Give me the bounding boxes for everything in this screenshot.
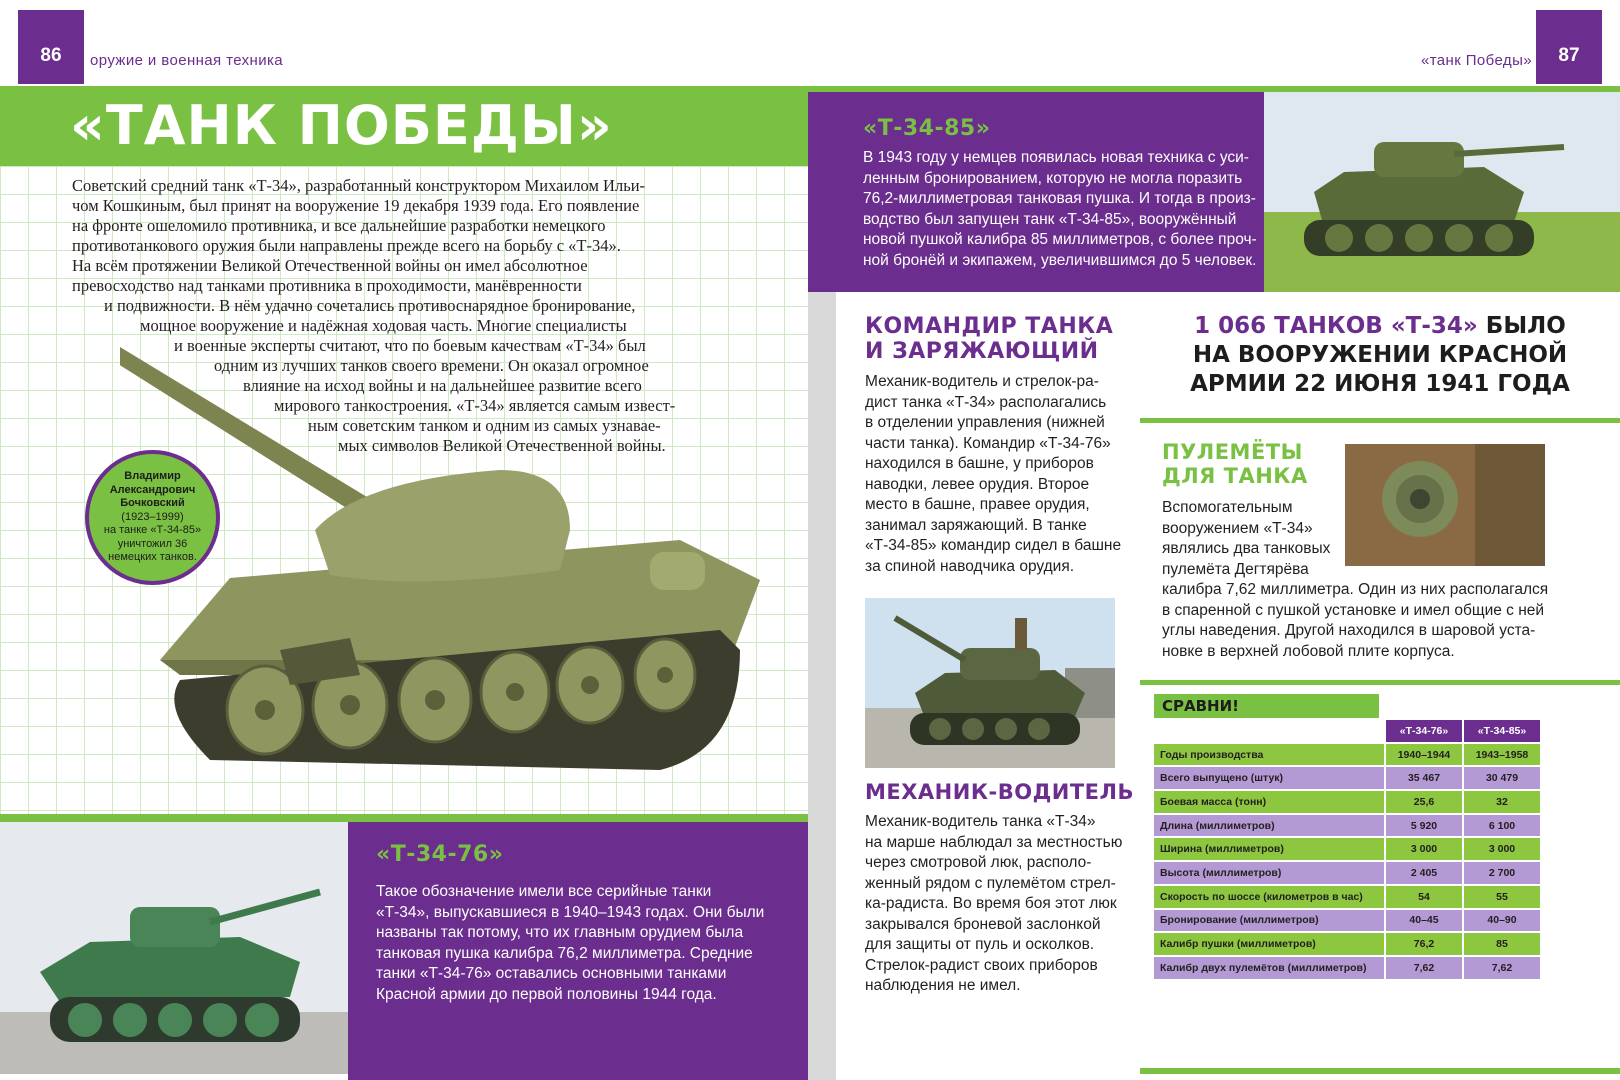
fact-block: 1 066 ТАНКОВ «Т-34» БЫЛО НА ВООРУЖЕНИИ КРАСНОЙ АРМИИ 22 ИЮНЯ 1941 ГОДА [1190,313,1570,397]
t34-85-title: «Т-34-85» [863,116,991,141]
t34-85-photo [1264,92,1620,292]
commander-text: Механик-водитель и стрелок-ра- дист танка «Т-34» располагались в отделении управления (нижней части танка). Командир «Т-34-76» находился в башне, у приборов наводки, левее орудия. Второе место в башне, правее орудия, занимал заряжающий. В танке «Т-34-85» командир сидел в башне за спиной наводчика орудия. [865,373,1122,575]
left-running-head: оружие и военная техника [90,52,284,69]
driver-text: Механик-водитель танка «Т-34» на марше наблюдал за местностью через смотровой люк, располо- женный рядом с пулемётом стрел- ка-радиста. Во время боя этот люк закрывался броневой заслонкой для защиты от пуль и осколков. Стрелок-радист своих приборов наблюдения не имел. [865,813,1123,994]
machine-guns-text-wide: калибра 7,62 миллиметра. Один из них располагался в спаренной с пушкой установке и имел общие с ней углы наведения. Другой находился в шаровой уста- новке в верхней лобовой плите корпуса. [1162,581,1549,660]
table-row: Всего выпущено (штук) 35 467 30 479 [1154,767,1540,789]
column-header: «Т-34-76» [1386,720,1462,742]
right-running-head: «танк Победы» [1420,52,1532,69]
crew-photo [865,598,1115,768]
intro-text: Советский средний танк «Т-34», разработанный конструктором Михаилом Ильи- чом Кошкиным, был принят на вооружение 19 декабря 1939 года. Его появление на фронте ошеломило противника, и все дальнейшие разработки немецкого противотанкового оружия были направлены прежде всего на борьбу с «Т-34». На всём протяжении Великой Отечественной войны он имел абсолютное превосходство над танками противника в проходимости, манёвренности и подвижности. В нём удачно сочетались противоснарядное бронирование, мощное вооружение и надёжная ходовая часть. Многие специалисты и военные эксперты считают, что по боевым качествам «Т-34» был одним из лучших танков своего времени. Он оказал огромное влияние на исход войны и на дальнейшее развитие всего мирового танкостроения. «Т-34» является самым извест- ным советским танком и одним из самых узнавае- мых символов Великой Отечественной войны. [72,176,676,455]
t34-76-panel [348,822,808,1080]
commander-badge: Владимир Александрович Бочковский (1923–1999) на танке «Т-34-85» уничтожил 36 немецких танков. [85,450,220,585]
bottom-green-rule [1140,1068,1620,1074]
table-row: Годы производства 1940–1944 1943–1958 [1154,744,1540,766]
table-row: Длина (миллиметров) 5 920 6 100 [1154,815,1540,837]
left-page-number: 86 [18,10,84,84]
machine-guns-text-narrow: Вспомогательным вооружением «Т-34» являлись два танковых пулемёта Дегтярёва [1162,499,1331,578]
column-header: «Т-34-85» [1464,720,1540,742]
table-row: Боевая масса (тонн) 25,6 32 [1154,791,1540,813]
table-row: Бронирование (миллиметров) 40–45 40–90 [1154,910,1540,932]
t34-85-text: В 1943 году у немцев появилась новая техника с уси- ленным бронированием, которую не могла поразить 76,2-миллиметровая танковая пушка. И тогда в произ- водство был запущен танк «Т-34-85», вооружённый новой пушкой калибра 85 миллиметров, с более проч- ной бронёй и экипажем, увеличившимся до 5 человек. [863,149,1257,269]
t34-76-text: Такое обозначение имели все серийные танки «Т-34», выпускавшиеся в 1940–1943 годах. Они были названы так потому, что их главным орудием была танковая пушка калибра 76,2 миллиметра. Средние танки «Т-34-76» оставались основными танками Красной армии до первой половины 1944 года. [376,883,765,1003]
compare-title: СРАВНИ! [1154,694,1379,718]
table-row: Калибр двух пулемётов (миллиметров) 7,62 7,62 [1154,957,1540,979]
right-page-number: 87 [1536,10,1602,84]
table-row: Высота (миллиметров) 2 405 2 700 [1154,862,1540,884]
table-row: Ширина (миллиметров) 3 000 3 000 [1154,838,1540,860]
driver-title: МЕХАНИК-ВОДИТЕЛЬ [865,780,1134,804]
page-title: «ТАНК ПОБЕДЫ» [70,94,613,157]
t34-76-photo [0,822,348,1074]
table-row: Калибр пушки (миллиметров) 76,2 85 [1154,933,1540,955]
t34-85-main-image [120,330,770,800]
commander-title: КОМАНДИР ТАНКА И ЗАРЯЖАЮЩИЙ [865,314,1114,364]
machine-gun-photo [1345,444,1545,566]
comparison-table [1152,718,1542,981]
green-rule [1140,418,1620,423]
table-row: Скорость по шоссе (километров в час) 54 55 [1154,886,1540,908]
green-rule [1140,680,1620,685]
t34-85-panel [808,92,1264,292]
machine-guns-title: ПУЛЕМЁТЫ ДЛЯ ТАНКА [1162,440,1308,488]
tank-turret [315,470,570,581]
table-header-row [1154,720,1540,742]
green-rule [0,814,808,822]
t34-76-title: «Т-34-76» [376,842,504,867]
